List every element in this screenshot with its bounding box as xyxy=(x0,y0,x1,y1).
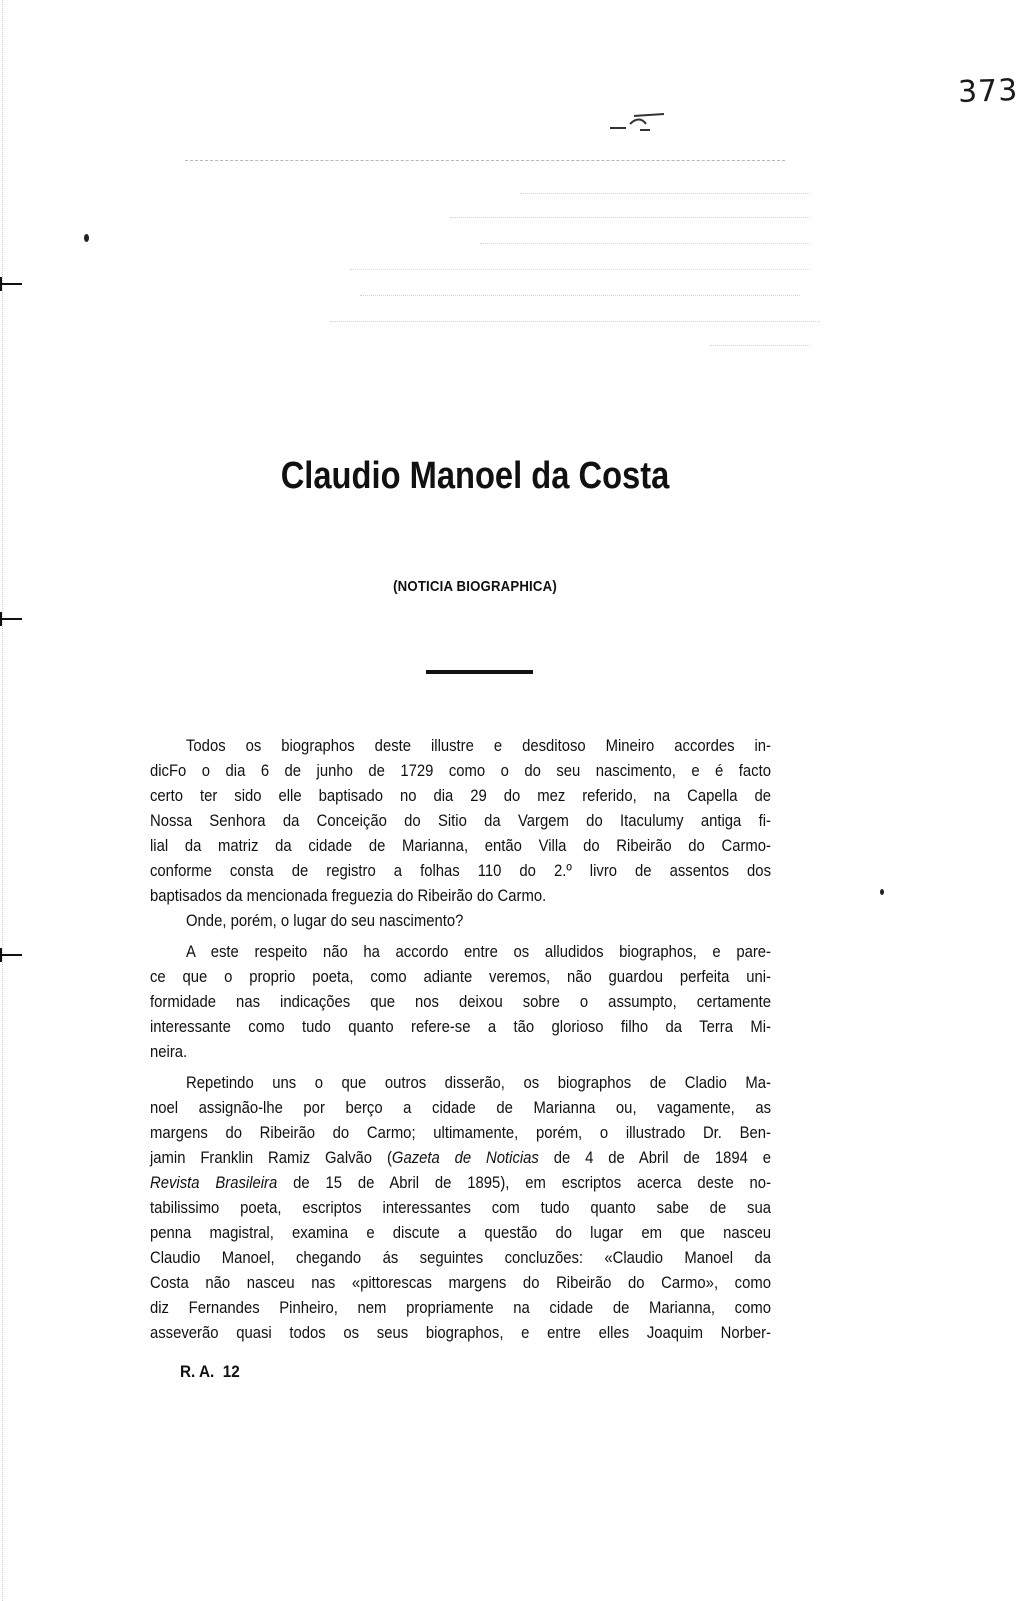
ink-speck xyxy=(84,234,89,242)
text-line: noel assignão-lhe por berço a cidade de Marianna ou, vagamente, as xyxy=(150,1099,771,1117)
text-line: baptisados da mencionada freguezia do Ribeirão do Carmo. xyxy=(150,887,547,905)
ink-speck xyxy=(880,889,884,895)
text-line: diz Fernandes Pinheiro, nem propriamente na cidade de Marianna, como xyxy=(150,1299,771,1317)
article-subtitle: (NOTICIA BIOGRAPHICA) xyxy=(393,578,557,595)
text-line: penna magistral, examina e discute a questão do lugar em que nasceu xyxy=(150,1224,771,1242)
text-line: Costa não nasceu nas «pittorescas margens do Ribeirão do Carmo», como xyxy=(150,1274,771,1292)
text-line: interessante como tudo quanto refere-se a tão glorioso filho da Terra Mi- xyxy=(150,1018,771,1036)
text-line: A este respeito não ha accordo entre os alludidos biographos, e pare- xyxy=(186,943,771,961)
journal-title: Revista Brasileira xyxy=(150,1174,278,1192)
text-line: Nossa Senhora da Conceição do Sitio da Vargem do Itaculumy antiga fi- xyxy=(150,812,771,830)
article-body xyxy=(150,734,771,1346)
sheet-number: 12 xyxy=(222,1362,240,1381)
text-line: asseverão quasi todos os seus biographos, e entre elles Joaquim Norber- xyxy=(150,1324,771,1342)
text-line: ce que o proprio poeta, como adiante veremos, não guardou perfeita uni- xyxy=(150,968,771,986)
margin-tick xyxy=(0,283,22,285)
text-line: certo ter sido elle baptisado no dia 29 do mez referido, na Capella de xyxy=(150,787,771,805)
article-title: Claudio Manoel da Costa xyxy=(280,455,670,497)
text-line: lial da matriz da cidade de Marianna, então Villa do Ribeirão do Carmo- xyxy=(150,837,771,855)
text-line: margens do Ribeirão do Carmo; ultimamente, porém, o illustrado Dr. Ben- xyxy=(150,1124,771,1142)
handwritten-page-number: 373 xyxy=(957,72,1019,111)
text-line xyxy=(150,1146,771,1171)
text-line: tabilissimo poeta, escriptos interessantes com tudo quanto sabe de sua xyxy=(150,1199,771,1217)
text-line: dicFo o dia 6 de junho de 1729 como o do seu nascimento, e é facto xyxy=(150,762,771,780)
text-segment: jamin Franklin Ramiz Galvão ( xyxy=(150,1149,392,1167)
bleed-through-text xyxy=(330,185,830,365)
text-segment: de 4 de Abril de 1894 e xyxy=(538,1149,771,1167)
text-line: conforme consta de registro a folhas 110 do 2.º livro de assentos dos xyxy=(150,862,771,880)
text-line: Onde, porém, o lugar do seu nascimento? xyxy=(186,912,464,930)
newspaper-title: Gazeta de Noticias xyxy=(391,1149,539,1167)
margin-tick xyxy=(0,954,22,956)
header-rule-faint xyxy=(185,160,785,161)
text-line: Repetindo uns o que outros disserão, os biographos de Cladio Ma- xyxy=(186,1074,771,1092)
scan-edge xyxy=(2,0,4,1601)
margin-tick xyxy=(0,618,22,620)
text-line: neira. xyxy=(150,1043,188,1061)
page-signature xyxy=(180,1362,240,1382)
text-line: Todos os biographos deste illustre e desditoso Mineiro accordes in- xyxy=(186,737,771,755)
signature-letters: R. A. xyxy=(180,1362,215,1381)
bleed-through-mark xyxy=(606,112,668,134)
text-line: formidade nas indicações que nos deixou sobre o assumpto, certamente xyxy=(150,993,771,1011)
text-line xyxy=(150,1171,771,1196)
title-divider xyxy=(426,670,533,674)
text-segment: de 15 de Abril de 1895), em escriptos acerca deste no- xyxy=(277,1174,772,1192)
text-line: Claudio Manoel, chegando ás seguintes concluzões: «Claudio Manoel da xyxy=(150,1249,771,1267)
